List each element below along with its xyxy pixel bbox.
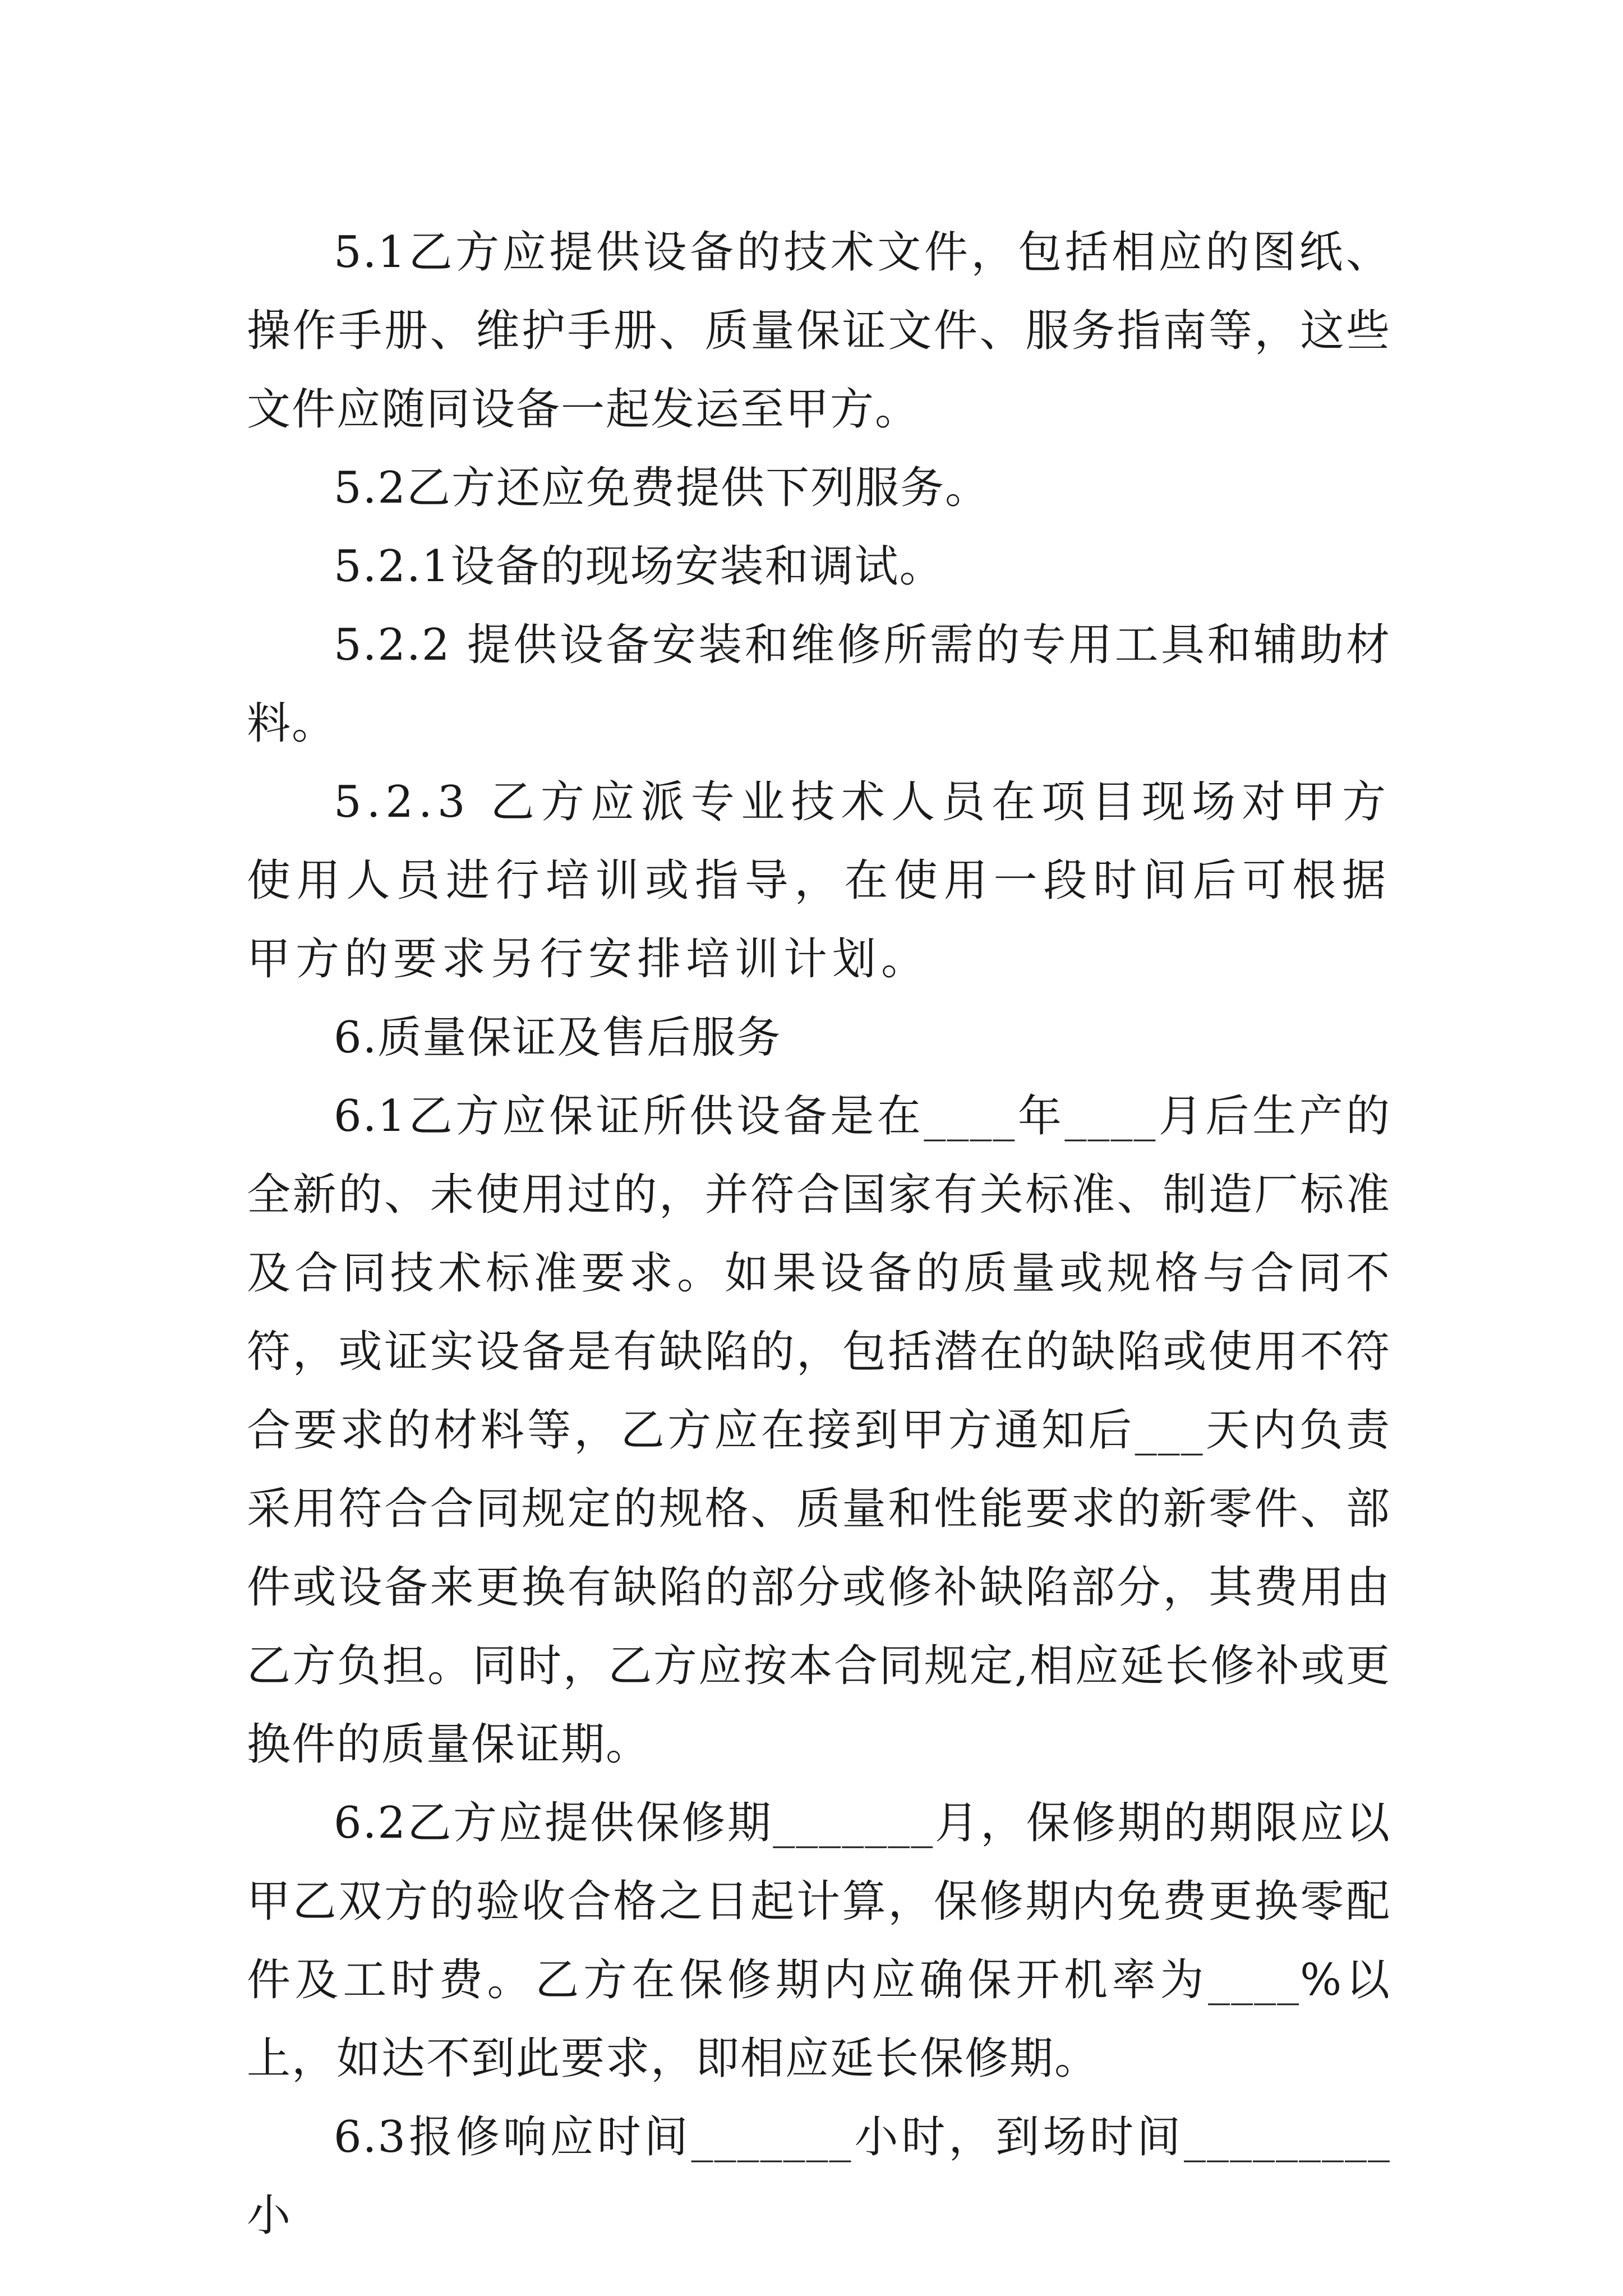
clause-6-2: 6.2乙方应提供保修期_______月，保修期的期限应以甲乙双方的验收合格之日起计算，保修期内免费更换零配件及工时费。乙方在保修期内应确保开机率为____%以上，如达不到此要求，即相应延长保修期。 [247, 1798, 1391, 2084]
section-6-heading: 6.质量保证及售后服务 [334, 1013, 782, 1063]
clause-5-2-1: 5.2.1设备的现场安装和调试。 [334, 541, 944, 592]
clause-6-3: 6.3报修响应时间_______小时，到场时间_________小 [247, 2112, 1391, 2241]
clause-5-2-2: 5.2.2 提供设备安装和维修所需的专用工具和辅助材料。 [247, 620, 1391, 749]
document-body [247, 213, 1391, 2255]
clause-6-1: 6.1乙方应保证所供设备是在____年____月后生产的全新的、未使用过的，并符合国家有关标准、制造厂标准及合同技术标准要求。如果设备的质量或规格与合同不符，或证实设备是有缺陷的，包括潜在的缺陷或使用不符合要求的材料等，乙方应在接到甲方通知后___天内负责采用符合合同规定的规格、质量和性能要求的新零件、部件或设备来更换有缺陷的部分或修补缺陷部分，其费用由乙方负担。同时，乙方应按本合同规定,相应延长修补或更换件的质量保证期。 [247, 1091, 1391, 1770]
clause-5-2: 5.2乙方还应免费提供下列服务。 [334, 463, 990, 513]
clause-5-1: 5.1乙方应提供设备的技术文件，包括相应的图纸、操作手册、维护手册、质量保证文件、服务指南等，这些文件应随同设备一起发运至甲方。 [247, 227, 1391, 435]
clause-5-2-3: 5.2.3 乙方应派专业技术人员在项目现场对甲方使用人员进行培训或指导，在使用一段时间后可根据甲方的要求另行安排培训计划。 [247, 777, 1391, 984]
